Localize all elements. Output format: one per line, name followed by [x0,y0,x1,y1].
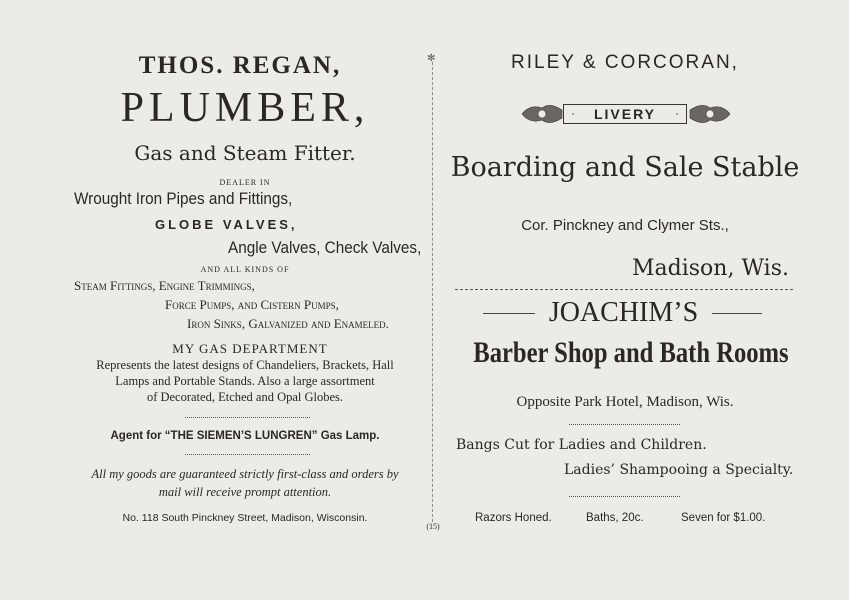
product-line-3: Angle Valves, Check Valves, [228,238,422,257]
divider [185,454,310,455]
divider [455,289,793,290]
stable-headline: Boarding and Sale Stable [450,152,800,183]
arrow-right-ornament-icon [712,313,762,314]
city: Madison, Wis. [632,256,789,281]
column-divider [432,62,433,522]
street-corner: Cor. Pinckney and Clymer Sts., [521,217,729,234]
product-line-2: GLOBE VALVES, [155,217,298,232]
seven-baths-price: Seven for $1.00. [681,512,766,524]
gas-department-line-2: Lamps and Portable Stands. Also a large assortment [115,374,375,388]
advertiser-name: RILEY & CORCORAN, [511,52,739,73]
gas-department-heading: MY GAS DEPARTMENT [172,341,328,356]
barber-name: JOACHIM’S [548,297,699,328]
product-line-5: Force Pumps, and Cistern Pumps, [165,297,339,312]
divider [569,496,680,497]
bullet-icon: · [675,106,679,120]
business-title: PLUMBER, [120,85,370,131]
bangs-line: Bangs Cut for Ladies and Children. [456,437,707,453]
razors-honed: Razors Honed. [475,512,552,524]
product-line-4: Steam Fittings, Engine Trimmings, [74,278,255,293]
guarantee-line-2: mail will receive prompt attention. [158,485,332,499]
guarantee-line-1: All my goods are guaranteed strictly first-class and orders by [91,467,399,481]
gas-department-line-1: Represents the latest designs of Chandeliers, Brackets, Hall [96,358,394,372]
advertiser-name: THOS. REGAN, [138,52,342,79]
divider [185,417,310,418]
and-all-kinds-label: AND ALL KINDS OF [200,265,290,274]
shampoo-line: Ladies’ Shampooing a Specialty. [564,462,794,478]
baths-price: Baths, 20c. [586,512,644,524]
dealer-in-label: DEALER IN [219,178,271,187]
ornament-icon: ✻ [427,53,436,64]
livery-label: LIVERY [593,106,657,122]
business-subtitle: Gas and Steam Fitter. [134,141,356,165]
product-line-6: Iron Sinks, Galvanized and Enameled. [187,316,389,331]
page-number: (15) [426,522,440,531]
agent-line: Agent for “THE SIEMEN’S LUNGREN” Gas Lamp. [110,430,380,442]
street-address: No. 118 South Pinckney Street, Madison, Wisconsin. [122,512,368,524]
barber-shop-title: Barber Shop and Bath Rooms [473,336,789,369]
gas-department-line-3: of Decorated, Etched and Opal Globes. [146,390,344,404]
product-line-1: Wrought Iron Pipes and Fittings, [74,189,293,208]
divider [569,424,680,425]
arrow-left-ornament-icon [483,313,535,314]
bullet-icon: · [571,106,575,120]
barber-location: Opposite Park Hotel, Madison, Wis. [516,394,734,410]
